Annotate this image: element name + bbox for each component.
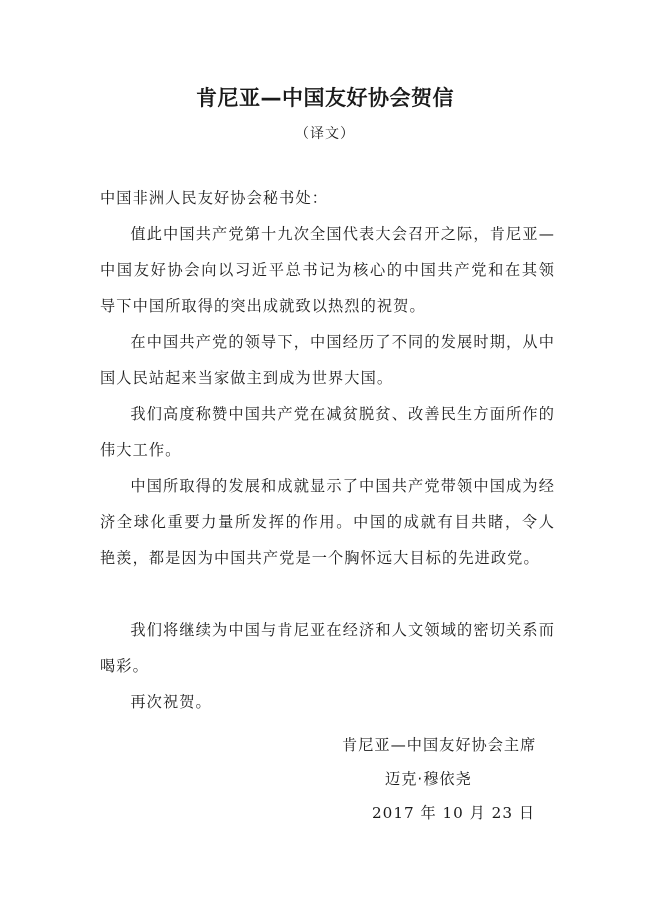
paragraph-2: 在中国共产党的领导下，中国经历了不同的发展时期，从中国人民站起来当家做主到成为世界大国。 xyxy=(100,333,555,387)
paragraph-5: 我们将继续为中国与肯尼亚在经济和人文领域的密切关系而喝彩。 xyxy=(100,621,555,675)
paragraph-6: 再次祝贺。 xyxy=(130,693,212,711)
signature-date: 2017 年 10 月 23 日 xyxy=(372,804,536,822)
signature-name: 迈克·穆依尧 xyxy=(385,770,472,788)
paragraph-1: 值此中国共产党第十九次全国代表大会召开之际，肯尼亚—中国友好协会向以习近平总书记为核心的中国共产党和在其领导下中国所取得的突出成就致以热烈的祝贺。 xyxy=(100,225,555,315)
salutation: 中国非洲人民友好协会秘书处： xyxy=(100,189,329,207)
letter-subtitle: （译文） xyxy=(295,126,355,142)
paragraph-3: 我们高度称赞中国共产党在减贫脱贫、改善民生方面所作的伟大工作。 xyxy=(100,405,555,459)
signature-organization: 肯尼亚—中国友好协会主席 xyxy=(342,736,537,754)
letter-title: 肯尼亚—中国友好协会贺信 xyxy=(196,86,454,110)
paragraph-4: 中国所取得的发展和成就显示了中国共产党带领中国成为经济全球化重要力量所发挥的作用。中国的成就有目共睹，令人艳羡，都是因为中国共产党是一个胸怀远大目标的先进政党。 xyxy=(100,477,555,567)
